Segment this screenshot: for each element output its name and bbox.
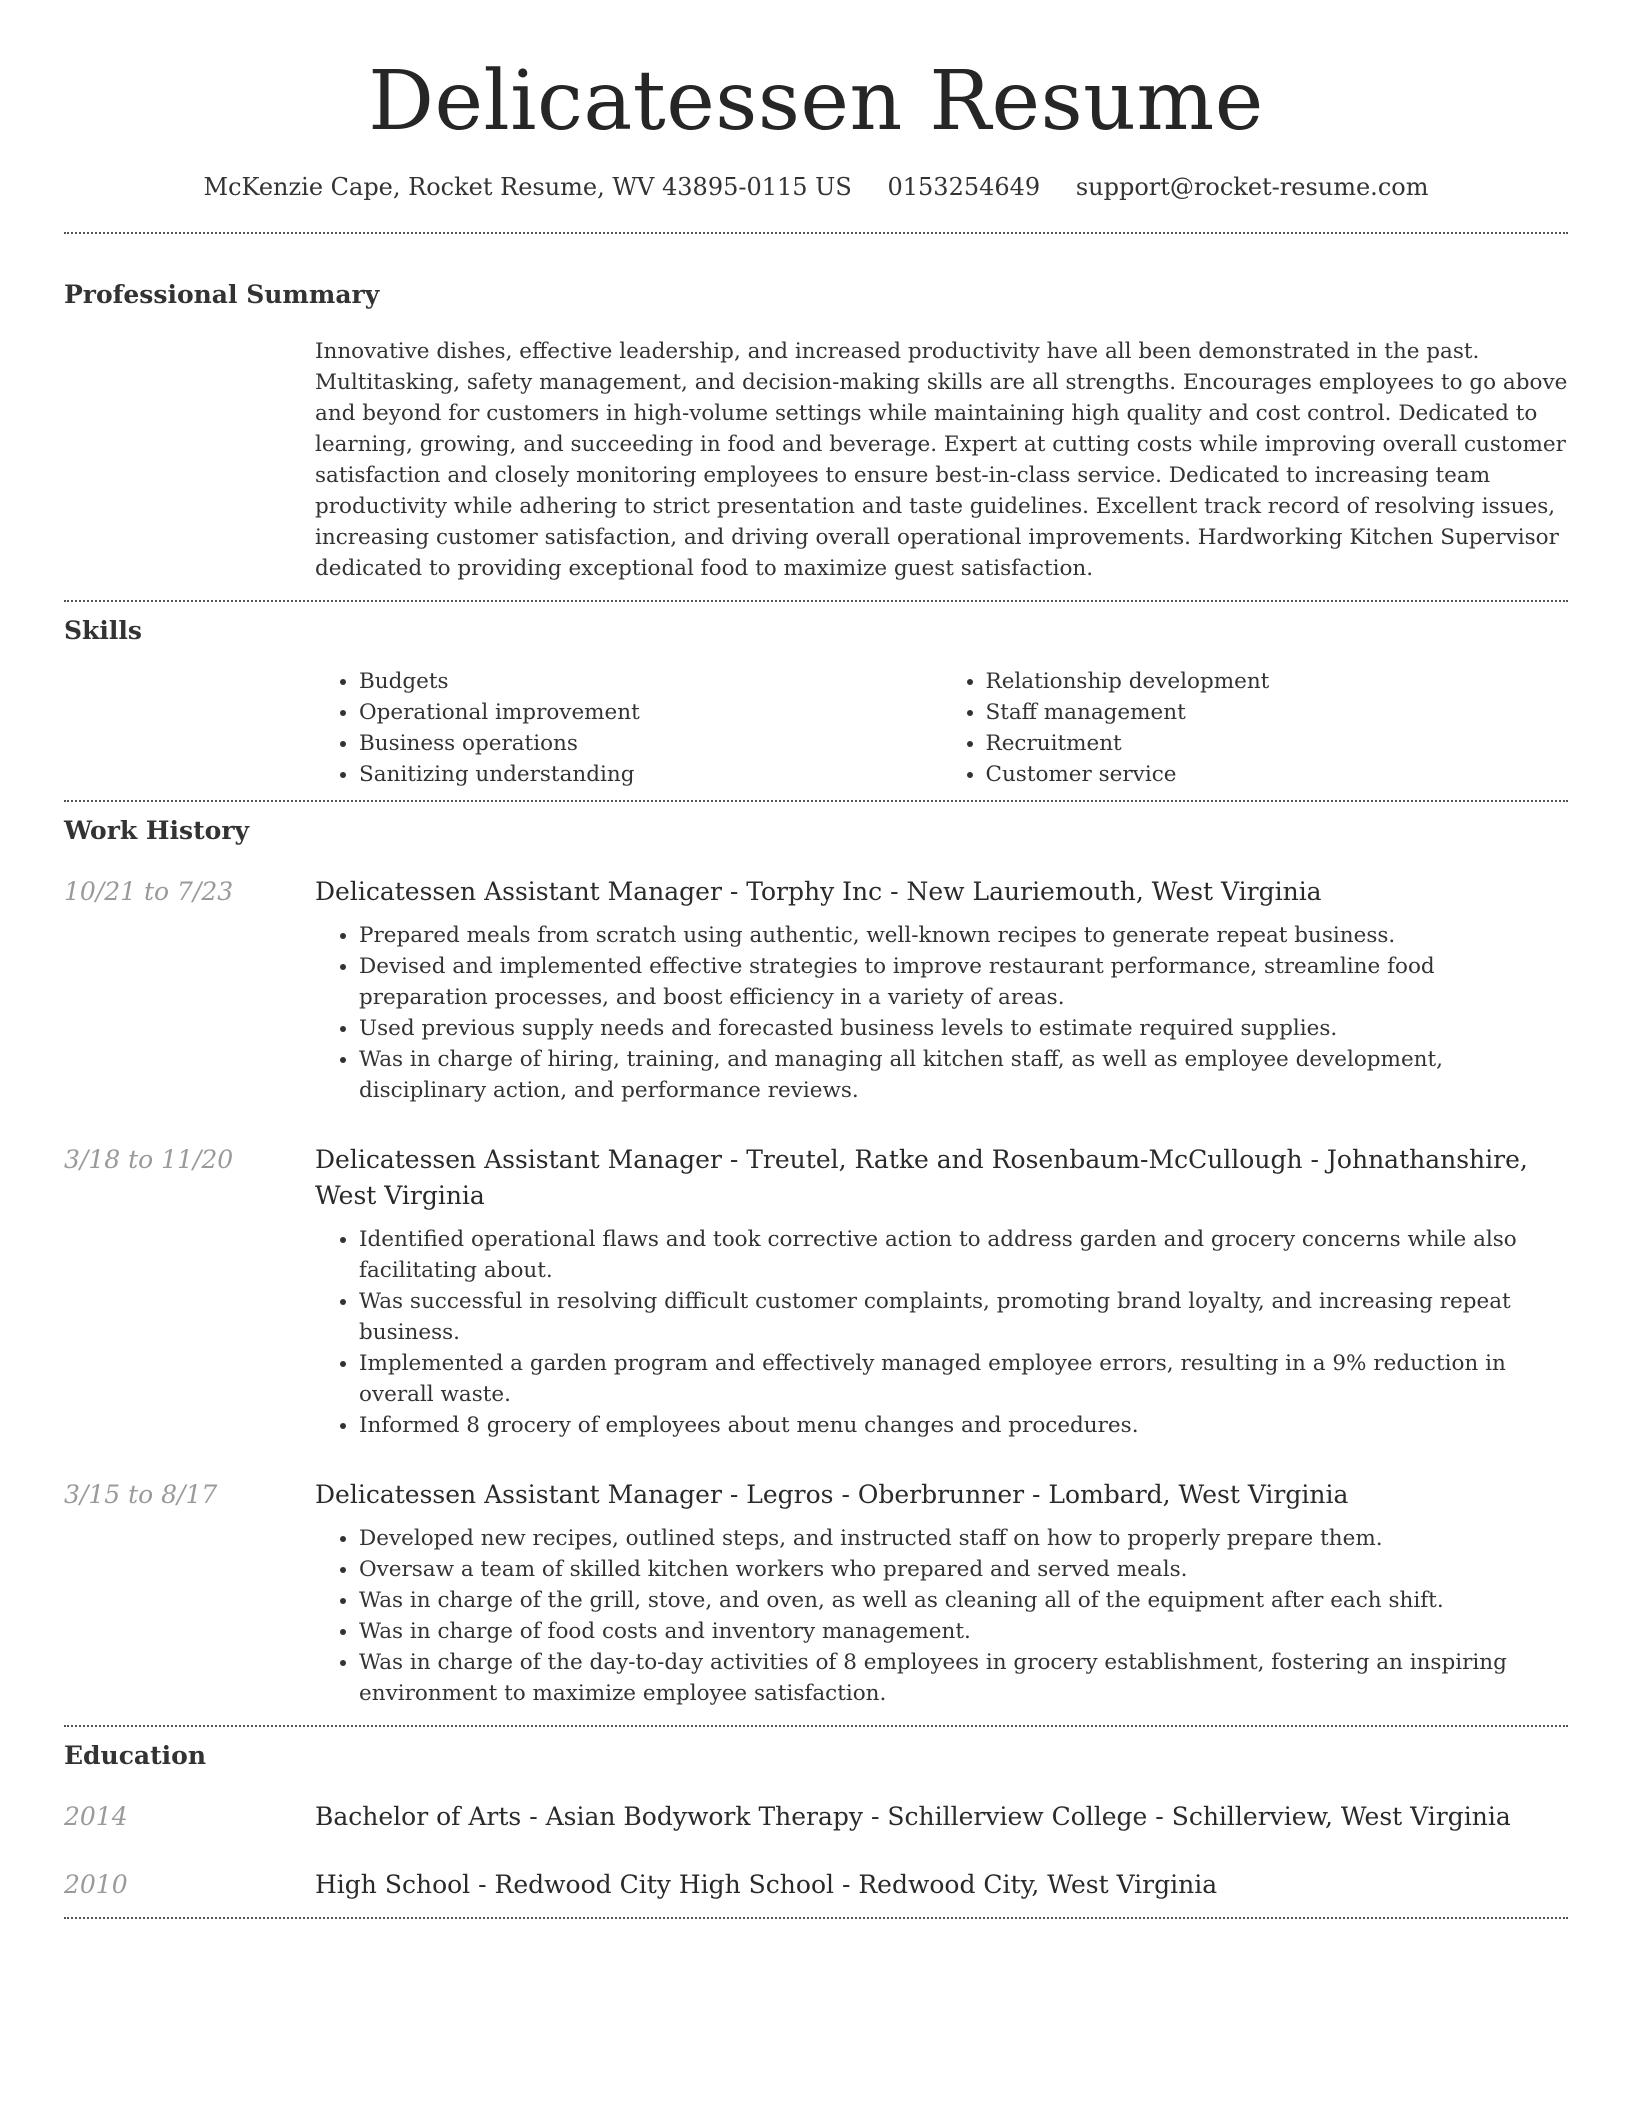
work-history-heading: Work History (64, 816, 250, 845)
education-section (64, 1727, 1568, 1917)
skills-grid (315, 666, 1568, 790)
job-date: 3/15 to 8/17 (64, 1480, 218, 1509)
job-entry (64, 1142, 1568, 1441)
skill-item: • Relationship development (986, 666, 1569, 697)
skills-section (64, 602, 1568, 800)
list-item: • Prepared meals from scratch using authentic, well-known recipes to generate repeat business. (359, 920, 1568, 951)
list-item: • Was in charge of hiring, training, and managing all kitchen staff, as well as employee development, disciplinary action, and performance reviews. (359, 1044, 1568, 1106)
list-item: • Was in charge of the grill, stove, and oven, as well as cleaning all of the equipment after each shift. (359, 1585, 1568, 1616)
list-item: • Was in charge of the day-to-day activities of 8 employees in grocery establishment, fostering an inspiring environment to maximize employee satisfaction. (359, 1647, 1568, 1709)
list-item: • Was successful in resolving difficult customer complaints, promoting brand loyalty, and increasing repeat business. (359, 1286, 1568, 1348)
job-bullets (315, 920, 1568, 1106)
skill-item: • Recruitment (986, 728, 1569, 759)
summary-text: Innovative dishes, effective leadership, and increased productivity have all been demonstrated in the past. Multitasking, safety management, and decision-making skills are all strengths. Encourages employees to go above and beyond for customers in high-volume settings while maintaining high quality and cost control. Dedicated to learning, growing, and succeeding in food and beverage. Expert at cutting costs while improving overall customer satisfaction and closely monitoring employees to ensure best-in-class service. Dedicated to increasing team productivity while adhering to strict presentation and taste guidelines. Excellent track record of resolving issues, increasing customer satisfaction, and driving overall operational improvements. Hardworking Kitchen Supervisor dedicated to providing exceptional food to maximize guest satisfaction. (315, 339, 1568, 581)
page-title: Delicatessen Resume (368, 54, 1264, 149)
contact-phone: 0153254649 (887, 173, 1041, 201)
list-item: • Informed 8 grocery of employees about menu changes and procedures. (359, 1410, 1568, 1441)
work-history-section (64, 802, 1568, 1725)
skill-item: • Budgets (359, 666, 942, 697)
job-entry (64, 1477, 1568, 1725)
skill-item: • Staff management (986, 697, 1569, 728)
list-item: • Devised and implemented effective strategies to improve restaurant performance, streamline food preparation processes, and boost efficiency in a variety of areas. (359, 951, 1568, 1013)
education-entry (64, 1867, 1568, 1903)
summary-heading: Professional Summary (64, 280, 380, 309)
job-title: Delicatessen Assistant Manager - Torphy Inc - New Lauriemouth, West Virginia (315, 877, 1322, 906)
list-item: • Used previous supply needs and forecasted business levels to estimate required supplies. (359, 1013, 1568, 1044)
skill-item: • Operational improvement (359, 697, 942, 728)
job-date: 10/21 to 7/23 (64, 877, 234, 906)
skills-column-left (315, 666, 942, 790)
job-title: Delicatessen Assistant Manager - Legros - Oberbrunner - Lombard, West Virginia (315, 1480, 1349, 1509)
contact-address: McKenzie Cape, Rocket Resume, WV 43895-0115 US (203, 173, 852, 201)
education-entry (64, 1799, 1568, 1835)
list-item: • Was in charge of food costs and inventory management. (359, 1616, 1568, 1647)
education-title: High School - Redwood City High School - Redwood City, West Virginia (315, 1870, 1218, 1899)
contact-line (64, 170, 1568, 204)
skill-item: • Sanitizing understanding (359, 759, 942, 790)
list-item: • Oversaw a team of skilled kitchen workers who prepared and served meals. (359, 1554, 1568, 1585)
education-date: 2014 (64, 1802, 128, 1831)
summary-section (64, 234, 1568, 600)
divider (64, 1917, 1568, 1919)
job-bullets (315, 1224, 1568, 1441)
contact-email: support@rocket-resume.com (1075, 173, 1429, 201)
skills-heading: Skills (64, 616, 142, 645)
skill-item: • Business operations (359, 728, 942, 759)
job-title: Delicatessen Assistant Manager - Treutel, Ratke and Rosenbaum-McCullough - Johnathanshire, West Virginia (315, 1145, 1528, 1210)
education-date: 2010 (64, 1870, 128, 1899)
job-body (315, 1477, 1568, 1709)
job-entry (64, 874, 1568, 1106)
list-item: • Developed new recipes, outlined steps, and instructed staff on how to properly prepare them. (359, 1523, 1568, 1554)
list-item: • Implemented a garden program and effectively managed employee errors, resulting in a 9% reduction in overall waste. (359, 1348, 1568, 1410)
skill-item: • Customer service (986, 759, 1569, 790)
education-title: Bachelor of Arts - Asian Bodywork Therapy - Schillerview College - Schillerview, West Virginia (315, 1802, 1511, 1831)
job-date: 3/18 to 11/20 (64, 1145, 234, 1174)
job-body (315, 1142, 1568, 1441)
list-item: • Identified operational flaws and took corrective action to address garden and grocery concerns while also facilitating about. (359, 1224, 1568, 1286)
job-bullets (315, 1523, 1568, 1709)
job-body (315, 874, 1568, 1106)
education-heading: Education (64, 1741, 207, 1770)
skills-column-right (942, 666, 1569, 790)
